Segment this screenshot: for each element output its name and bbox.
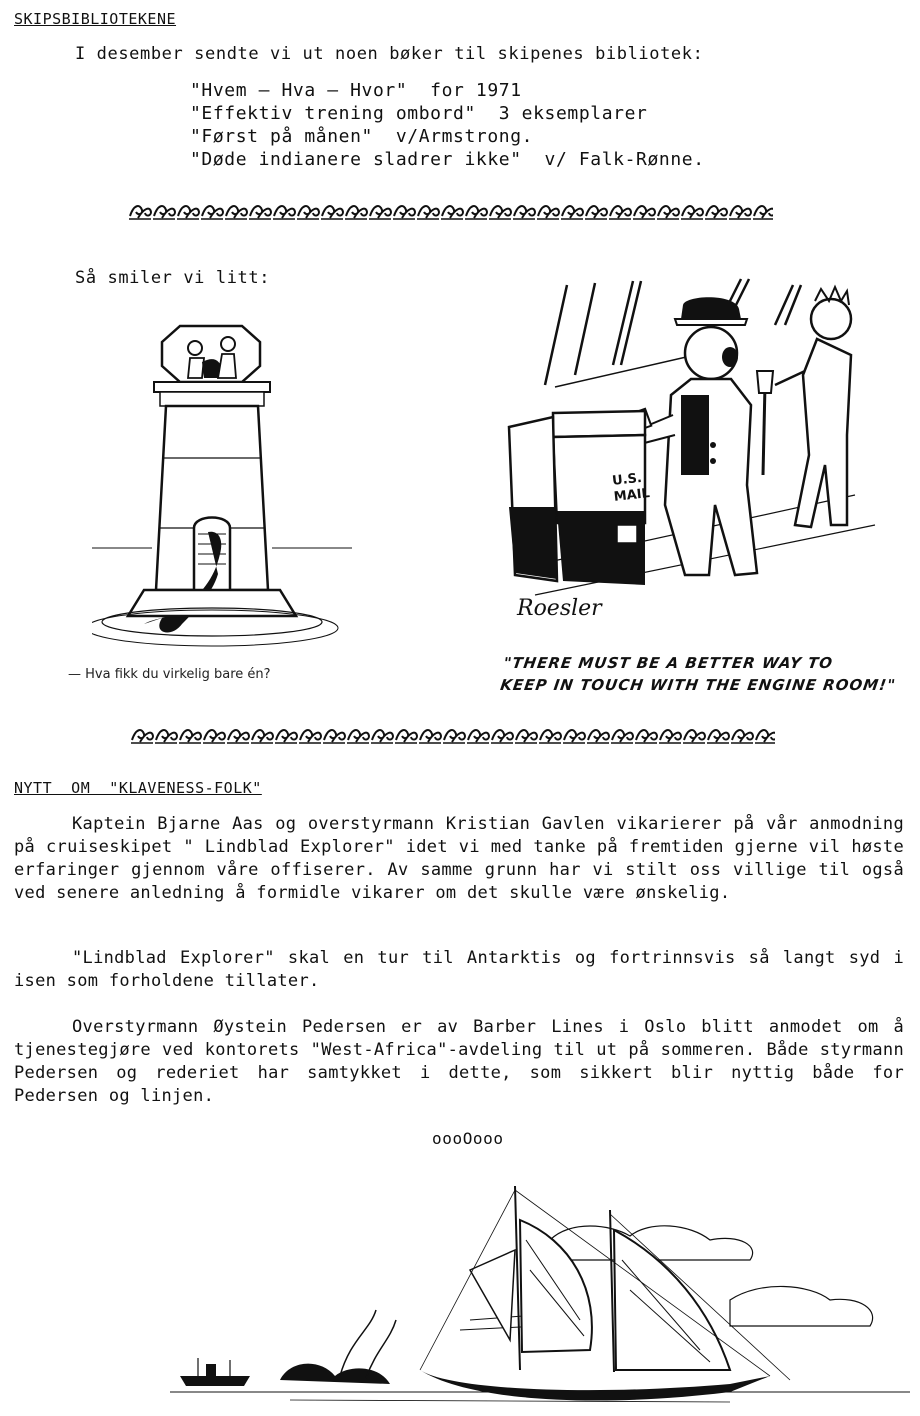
mailbox-label	[611, 470, 650, 506]
paragraph-text: "Lindblad Explorer" skal en tur til Antarktis og fortrinnsvis så langt syd i isen som forholdene tillater.	[14, 948, 904, 991]
news-paragraph-3	[14, 1016, 904, 1108]
book-item: "Først på månen" v/Armstrong.	[190, 126, 534, 147]
mailbox-caption	[499, 652, 901, 696]
mailbox-caption-line2: KEEP IN TOUCH WITH THE ENGINE ROOM!"	[499, 676, 898, 694]
section-heading-klaveness-folk: NYTT OM "KLAVENESS-FOLK"	[14, 779, 262, 797]
book-item: "Døde indianere sladrer ikke" v/ Falk-Rønne.	[190, 149, 705, 170]
section-heading-skipsbibliotekene: SKIPSBIBLIOTEKENE	[14, 10, 177, 28]
paragraph-text: Overstyrmann Øystein Pedersen er av Barber Lines i Oslo blitt anmodet om å tjenestegjøre ved kontorets "West-Africa"-avdeling til ut på sommeren. Både styrmann Pedersen og rederiet har samtykket i dette, som sikkert blir nyttig både for Pedersen og linjen.	[14, 1017, 904, 1106]
book-item: "Hvem – Hva – Hvor" for 1971	[190, 80, 522, 101]
mailbox-caption-line1: "THERE MUST BE A BETTER WAY TO	[502, 654, 835, 672]
sailing-ship-illustration	[170, 1180, 910, 1410]
news-paragraph-2	[14, 947, 904, 993]
closing-ornament-text: oooOooo	[432, 1129, 504, 1148]
artist-signature: Roesler	[517, 596, 602, 621]
ornamental-divider-middle	[130, 724, 775, 746]
paragraph-text: Kaptein Bjarne Aas og overstyrmann Kristian Gavlen vikarierer på vår anmodning på cruiseskipet " Lindblad Explorer" idet vi med tanke på fremtiden gjerne vil høste erfaringer gjennom våre offiserer. Av samme grunn har vi stilt oss villige til også ved senere anledning å formidle vikarer om det skulle være ønskelig.	[14, 814, 904, 903]
mailbox-cartoon	[495, 275, 905, 645]
ornamental-divider-top	[128, 200, 773, 222]
library-intro: I desember sendte vi ut noen bøker til skipenes bibliotek:	[75, 44, 704, 64]
lighthouse-cartoon	[92, 318, 352, 658]
news-paragraph-1	[14, 813, 904, 905]
book-item: "Effektiv trening ombord" 3 eksemplarer	[190, 103, 648, 124]
lighthouse-caption: — Hva fikk du virkelig bare én?	[68, 667, 271, 682]
mailbox-label-line2: MAIL	[613, 486, 651, 505]
book-list	[190, 80, 705, 172]
mailbox-label-line1: U.S.	[611, 470, 643, 489]
cartoon-intro: Så smiler vi litt:	[75, 268, 271, 288]
